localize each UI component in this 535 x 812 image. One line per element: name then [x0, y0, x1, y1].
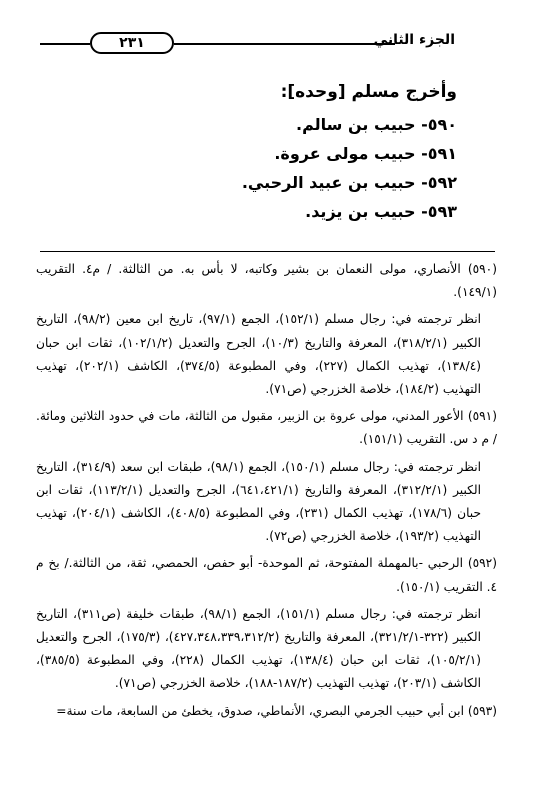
narrator-list — [77, 80, 457, 230]
header-rule-left — [40, 43, 90, 45]
entry-number: ٥٩١- — [421, 144, 457, 163]
list-entry-593 — [77, 201, 457, 230]
footnote-592-bio: (٥٩٢) الرحبي -بالمهملة المفتوحة، ثم الموحدة- أبو حفص، الحمصي، ثقة، من الثالثة./ بخ م ٤. التقريب (١٥٠/١). — [36, 556, 497, 594]
footnote-592-references: انظر ترجمته في: رجال مسلم (١٥١/١)، الجمع (٩٨/١)، طبقات خليفة (ص٣١١)، التاريخ الكبير (٣٢٢-٣٢١/٢/١)، المعرفة والتاريخ (٤٢٧،٣٤٨،٣٣٩،٣١٢/٢)، (١٧٥/٣)، الجرح والتعديل (١٠٥/٢/١)، ثقات ابن حبان (١٣٨/٤)، تهذيب الكمال (٢٢٨)، وفي المطبوعة (٣٨٥/٥)، الكاشف (٢٠٣/١)، تهذيب التهذيب (١٨٧/٢-١٨٨)، خلاصة الخزرجي (ص٧١). — [36, 606, 482, 691]
entry-number: ٥٩٢- — [421, 173, 457, 192]
list-heading: وأخرج مسلم [وحده]: — [280, 82, 457, 102]
list-entry-590 — [77, 114, 457, 143]
footnote-divider — [40, 251, 495, 252]
entry-name: حبيب بن سالم. — [296, 115, 416, 134]
list-entry-592 — [77, 172, 457, 201]
footnote-591-references: انظر ترجمته في: رجال مسلم (١٥٠/١)، الجمع (٩٨/١)، طبقات ابن سعد (٣١٤/٩)، التاريخ الكبير (٣١٢/٢/١)، المعرفة والتاريخ (٦٤١،٤٢١/١)، الجرح والتعديل (١١٣/٢/١)، ثقات ابن حبان (١٧٨/٦)، تهذيب الكمال (٢٣١)، وفي المطبوعة (٤٠٨/٥)، الكاشف (٢٠٤/١)، تهذيب التهذيب (١٩٣/٢)، خلاصة الخزرجي (ص٧٢). — [36, 459, 481, 544]
entry-name: حبيب بن عبيد الرحبي. — [241, 173, 416, 192]
running-header — [40, 30, 495, 60]
volume-title: الجزء الثاني — [373, 32, 455, 48]
footnote-591-bio: (٥٩١) الأعور المدني، مولى عروة بن الزبير، مقبول من الثالثة، مات في حدود الثلاثين ومائة. / م د س. التقريب (١٥١/١). — [36, 409, 497, 447]
list-entry-591 — [77, 143, 457, 172]
page-number-badge: ٢٣١ — [90, 32, 174, 54]
footnote-590-references: انظر ترجمته في: رجال مسلم (١٥٢/١)، الجمع (٩٧/١)، تاريخ ابن معين (٩٨/٢)، التاريخ الكبير (٣١٨/٢/١)، المعرفة والتاريخ (١٠/٣)، الجرح والتعديل (١٠٢/١/٢)، ثقات ابن حبان (١٣٨/٤)، تهذيب الكمال (٢٢٧)، وفي المطبوعة (٣٧٤/٥)، الكاشف (٢٠٢/١)، تهذيب التهذيب (١٨٤/٢)، خلاصة الخزرجي (ص٧١). — [36, 312, 482, 397]
footnote-593-bio: (٥٩٣) ابن أبي حبيب الجرمي البصري، الأنماطي، صدوق، يخطئ من السابعة، مات سنة= — [56, 703, 497, 718]
entry-name: حبيب بن يزيد. — [305, 202, 416, 221]
footnotes — [36, 258, 497, 802]
header-rule-middle — [174, 43, 395, 45]
footnote-590-bio: (٥٩٠) الأنصاري، مولى النعمان بن بشير وكاتبه، لا بأس به. من الثالثة. / م٤. التقريب (١٤٩/١). — [36, 262, 497, 300]
entry-number: ٥٩٣- — [421, 202, 457, 221]
entry-number: ٥٩٠- — [421, 115, 457, 134]
entry-name: حبيب مولى عروة. — [274, 144, 416, 163]
